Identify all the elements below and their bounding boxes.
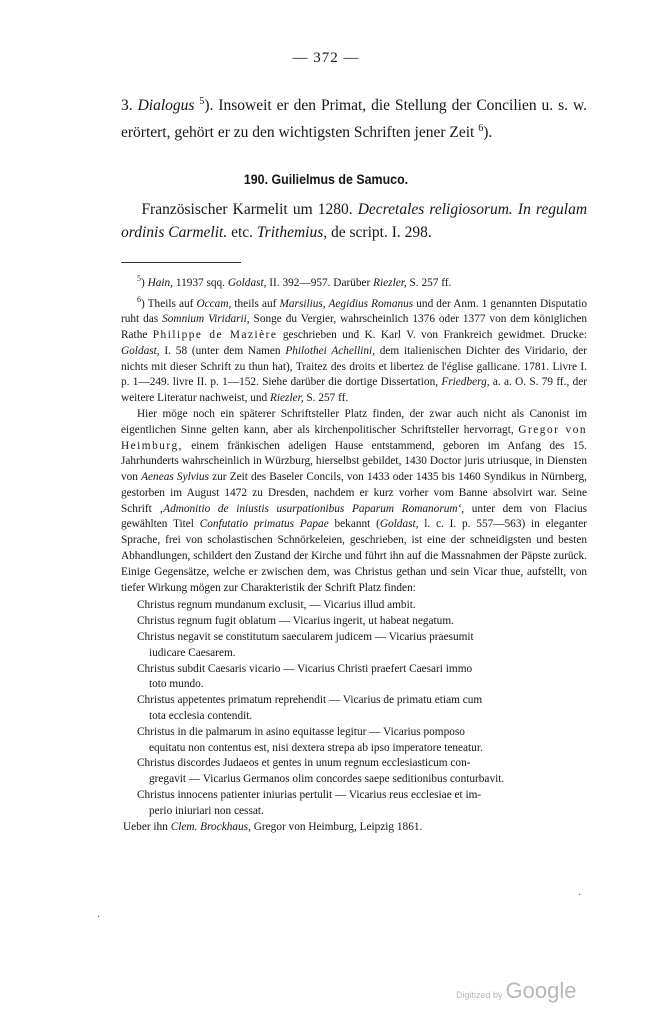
- quote-text: Christus innocens patienter iniurias pertulit — Vicarius reus ecclesiae et im-: [137, 789, 482, 802]
- footnote-mark: 6: [478, 123, 484, 135]
- footnote-text: und der Anm. 1 genannten Disputatio ruht das: [121, 297, 588, 326]
- quote-text: Christus regnum fugit oblatum — Vicarius ingerit, ut habeat negatum.: [137, 615, 454, 628]
- author-ref: Trithemius,: [256, 224, 328, 241]
- author-ref: Riezler,: [270, 392, 304, 405]
- paragraph-text: Französischer Karmelit um 1280.: [141, 201, 358, 218]
- footnote-text: Hier möge noch ein späterer Schriftsteller Platz finden, der zwar auch nicht als Canonist im eigentlichen Sinne gelten kann, aber als kirchenpolitischer Schriftsteller hervorragt,: [121, 407, 587, 436]
- author-ref: Philothei Achellini,: [285, 344, 375, 357]
- author-ref: Goldast,: [121, 344, 160, 357]
- page-number: — 372 —: [292, 50, 360, 66]
- footnote-text: ): [141, 276, 148, 289]
- footnote-text: unter dem von Flacius gewählten Titel: [121, 502, 587, 531]
- reference-text: Ueber ihn: [123, 820, 171, 833]
- footnote-6: [121, 292, 587, 407]
- section-heading: 190. Guilielmus de Samuco.: [243, 172, 409, 187]
- work-title: Somnium Viridarii,: [162, 313, 250, 326]
- footnote-text: 11937 sqq.: [173, 276, 228, 289]
- footnote-text: dem italienischen Dichter des Viridario, der nichts mit dieser Schrift zu thun hat), Traitez des droits et libertez de l'église gallicane. 1781. Livre I. p. 1—249. livre II. p. 1—152. Siehe darüber die dortige Dissertation,: [121, 344, 588, 389]
- footnote-mark: 5: [137, 274, 141, 283]
- quote-line: [121, 756, 587, 788]
- footnotes: [121, 271, 587, 835]
- work-titles: Decretales religiosorum. In regulam ordinis Carmelit.: [121, 201, 588, 241]
- watermark-small-text: Digitized by: [456, 990, 503, 1000]
- footnote-mark: 6: [137, 294, 141, 304]
- footnote-text: geschrieben und K. Karl V. von Frankreich gewidmet. Drucke:: [277, 328, 587, 341]
- quote-text-cont: toto mundo.: [149, 678, 204, 691]
- author-ref: Friedberg,: [441, 376, 490, 389]
- quote-text-cont: gregavit — Vicarius Germanos olim concordes saepe seditionibus conturbavit.: [149, 773, 505, 786]
- paragraph-text: etc.: [227, 224, 257, 241]
- work-title: ‚Admonitio de iniustis usurpationibus Paparum Romanorum‘,: [159, 502, 465, 515]
- margin-dot: ·: [97, 912, 101, 923]
- quote-line: [121, 725, 587, 757]
- quote-text-cont: equitatu non contentus est, nisi dextera strepa ab ipso imperatore teneatur.: [149, 741, 483, 754]
- footnote-text: Songe du Vergier, wahrscheinlich 1376 oder 1377 von dem königlichen Rathe: [121, 313, 587, 341]
- footnote-6-continuation: [121, 407, 587, 597]
- quote-list: [121, 598, 587, 819]
- quote-line: [121, 662, 587, 694]
- reference-text: Gregor von Heimburg, Leipzig 1861.: [250, 820, 423, 833]
- footnote-divider: [121, 262, 241, 263]
- footnote-text: S. 257 ff.: [406, 276, 452, 289]
- watermark-logo-text: Google: [505, 978, 577, 1003]
- quote-line: [121, 693, 587, 725]
- paragraph-text: ). Insoweit er den Primat, die Stellung der Concilien u. s. w. erörtert, gehört er zu den wichtigsten Schriften jener Zeit: [121, 97, 588, 142]
- quote-line: [121, 614, 587, 630]
- author-ref: Occam,: [196, 297, 232, 310]
- paragraph-guilielmus: [121, 198, 587, 244]
- quote-text-cont: tota ecclesia contendit.: [149, 710, 253, 723]
- spaced-name: Gregor von Heimburg,: [121, 423, 587, 452]
- reference-line: [121, 820, 587, 836]
- work-title: Confutatio primatus Papae: [199, 518, 329, 531]
- watermark: [456, 978, 576, 1004]
- paragraph-end: ).: [483, 124, 493, 142]
- quote-text: Christus negavit se constitutum saecularem judicem — Vicarius praesumit: [137, 631, 474, 644]
- author-ref: Goldast,: [227, 276, 267, 289]
- title-dialogus: Dialogus: [137, 97, 195, 115]
- footnote-text: II. 392—957. Darüber: [266, 276, 374, 289]
- author-ref: Marsilius, Aegidius Romanus: [279, 297, 414, 310]
- spaced-name: Philippe de Mazière: [152, 328, 278, 341]
- author-ref: Hain,: [147, 276, 174, 289]
- paragraph-text: de script. I. 298.: [327, 224, 432, 241]
- quote-text: Christus subdit Caesaris vicario — Vicarius Christi praefert Caesari immo: [137, 662, 473, 675]
- quote-text: Christus appetentes primatum reprehendit — Vicarius de primatu etiam cum: [137, 694, 483, 707]
- quote-line: [121, 630, 587, 662]
- author-ref: Goldast,: [379, 518, 419, 531]
- quote-line: [121, 788, 587, 820]
- quote-line: [121, 598, 587, 614]
- footnote-text: I. 58 (unter dem Namen: [159, 344, 286, 357]
- footnote-text: zur Zeit des Baseler Concils, von 1433 oder 1435 bis 1460 Syndikus in Nürnberg, gestorben im August 1472 zu Dresden, nachdem er kurz vorher vom Banne absolvirt war. Seine Schrift: [121, 471, 587, 515]
- footnote-text: einem fränkischen adeligen Hause entstammend, geboren im Anfang des 15. Jahrhunderts wahrscheinlich in Würzburg, hierselbst gebildet, 1430 Doctor juris utriusque, in Diensten von: [121, 439, 587, 484]
- paragraph-dialogus: [121, 90, 587, 144]
- footnote-text: l. c. I. p. 557—563) in eleganter Sprache, frei von scholastischen Schnörkeleien, geschrieben, ist eine der schneidigsten und besten Abhandlungen, schildert den Zustand der Kirche und führt ihn auf die Massnahmen der Päpste zurück. Einige Gegensätze, welche er zwischen dem, was Christus gethan und sein Vicar thue, aufstellt, von tiefer Wirkung mögen zur Charakteristik der Schrift Platz finden:: [121, 518, 588, 594]
- footnote-mark: 5: [199, 96, 205, 107]
- footnote-5: [121, 271, 587, 292]
- margin-dot: ·: [578, 890, 582, 901]
- footnote-text: bekannt (: [328, 518, 380, 531]
- footnote-text: ) Theils auf: [141, 297, 197, 310]
- quote-text-cont: iudicare Caesarem.: [149, 646, 236, 659]
- item-number: 3.: [121, 97, 138, 115]
- author-ref: Clem. Brockhaus,: [170, 820, 251, 833]
- quote-text: Christus regnum mundanum exclusit, — Vicarius illud ambit.: [137, 599, 416, 612]
- quote-text: Christus discordes Judaeos et gentes in unum regnum ecclesiasticum con-: [137, 757, 471, 770]
- footnote-text: a. a. O. S. 79 ff., der weitere Literatur nachweist, und: [121, 376, 587, 405]
- quote-text-cont: perio iniuriari non cessat.: [149, 804, 264, 817]
- author-ref: Riezler,: [373, 276, 407, 289]
- author-ref: Aeneas Sylvius: [141, 471, 209, 484]
- footnote-text: S. 257 ff.: [303, 392, 349, 405]
- footnote-text: theils auf: [231, 297, 280, 310]
- quote-text: Christus in die palmarum in asino equitasse legitur — Vicarius pomposo: [137, 725, 465, 738]
